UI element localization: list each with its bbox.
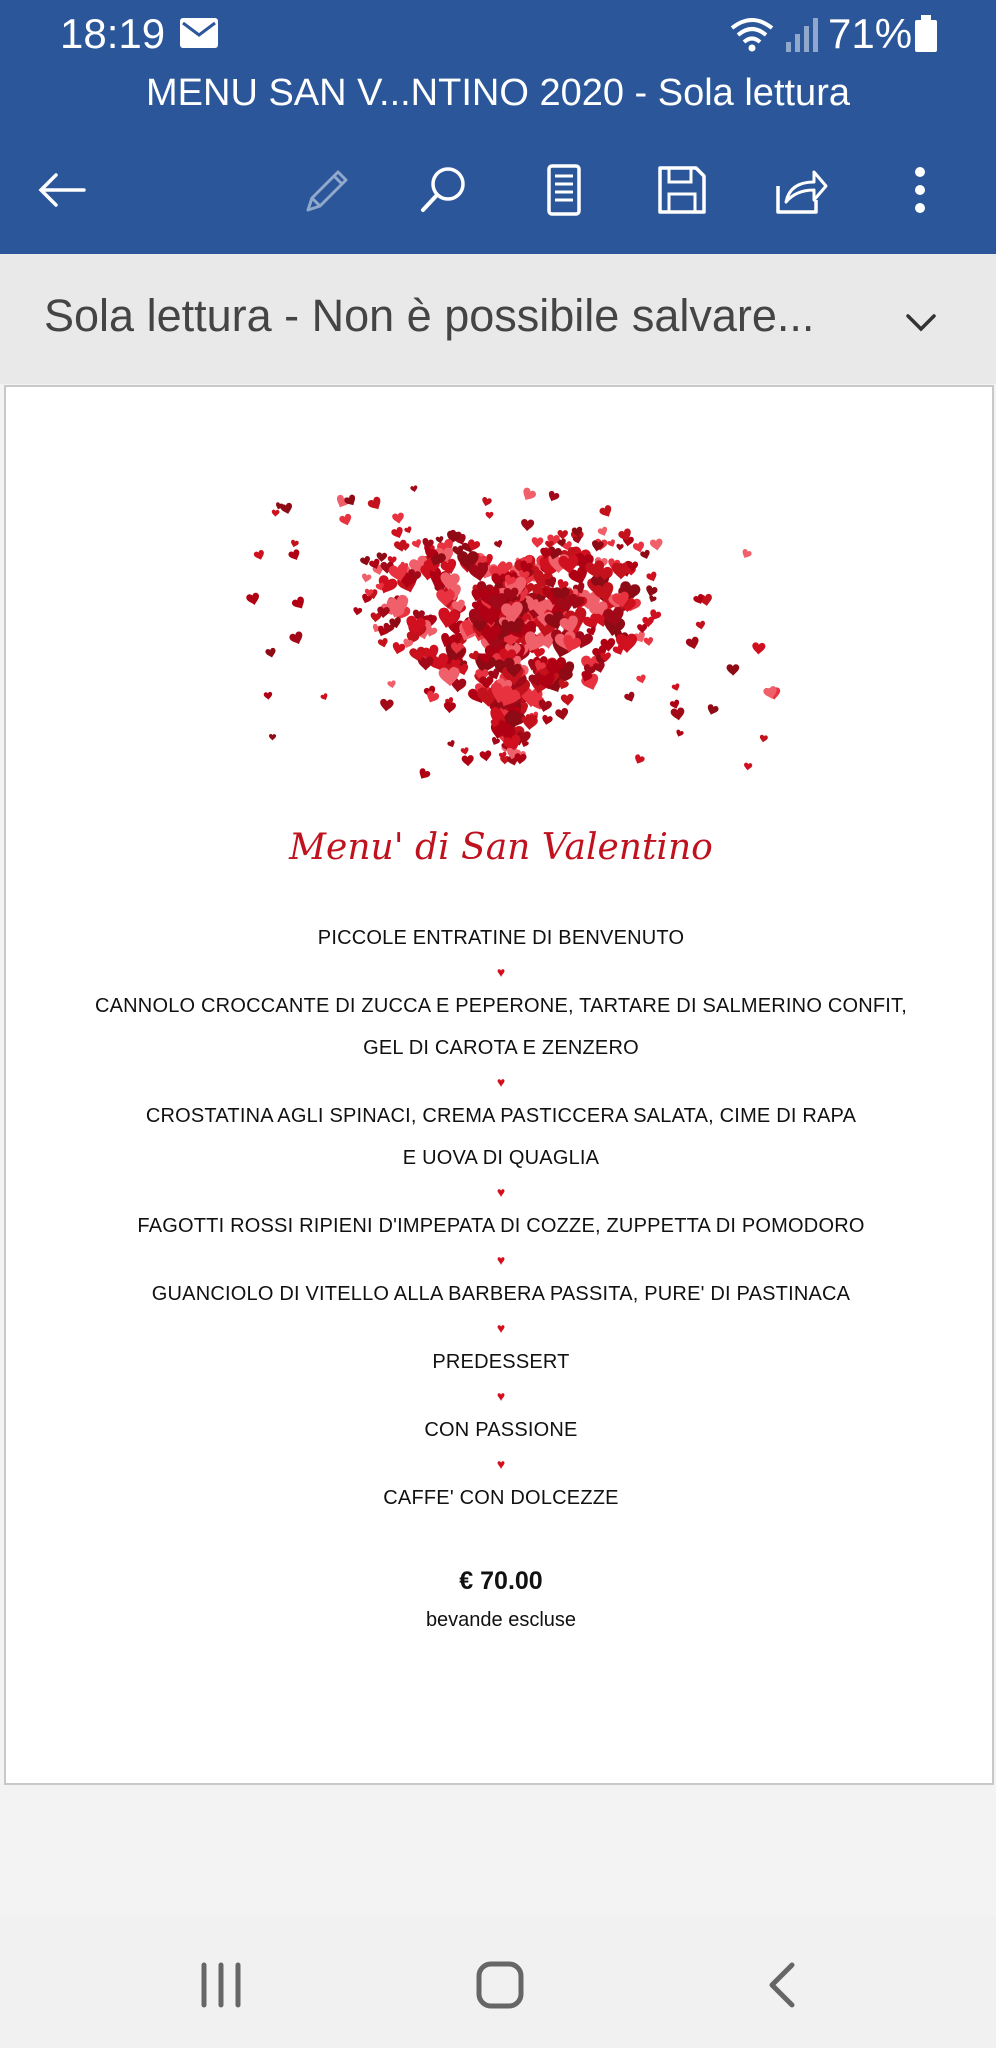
pencil-icon[interactable] [296, 160, 356, 220]
read-only-banner[interactable] [0, 254, 996, 384]
heart-separator-icon: ♥ [496, 1184, 506, 1200]
status-bar [0, 0, 996, 70]
heart-separator-icon: ♥ [496, 1320, 506, 1336]
menu-course-line: CROSTATINA AGLI SPINACI, CREMA PASTICCERA SALATA, CIME DI RAPA [145, 1105, 857, 1127]
document-title: MENU SAN V...NTINO 2020 - Sola lettura [146, 72, 850, 114]
chevron-down-icon[interactable] [896, 302, 946, 347]
menu-price: € 70.00 [459, 1567, 543, 1595]
menu-course-line: CAFFE' CON DOLCEZZE [383, 1487, 619, 1509]
heart-separator-icon: ♥ [496, 964, 506, 980]
toolbar [0, 150, 996, 230]
share-icon[interactable] [770, 160, 830, 220]
menu-course-line: CON PASSIONE [424, 1419, 578, 1441]
hearts-illustration [236, 477, 786, 787]
save-icon[interactable] [652, 160, 712, 220]
home-icon[interactable] [470, 1955, 530, 2020]
read-only-message: Sola lettura - Non è possibile salvare... [44, 290, 815, 341]
android-nav-bar [0, 1915, 996, 2048]
menu-course-line: PREDESSERT [432, 1351, 570, 1373]
signal-icon [784, 14, 820, 59]
heart-separator-icon: ♥ [496, 1388, 506, 1404]
heart-separator-icon: ♥ [496, 1456, 506, 1472]
document-page [4, 385, 994, 1785]
search-icon[interactable] [414, 160, 474, 220]
mobile-view-icon[interactable] [534, 160, 594, 220]
back-arrow-icon[interactable] [32, 160, 92, 220]
status-time: 18:19 [60, 10, 166, 57]
recent-apps-icon[interactable] [196, 1955, 246, 2020]
menu-course-line: GEL DI CAROTA E ZENZERO [363, 1037, 639, 1059]
menu-course-line: FAGOTTI ROSSI RIPIENI D'IMPEPATA DI COZZE, ZUPPETTA DI POMODORO [137, 1215, 865, 1237]
menu-title: Menu' di San Valentino [289, 827, 713, 868]
menu-course-line: E UOVA DI QUAGLIA [402, 1147, 600, 1169]
menu-course-list [6, 917, 996, 1519]
heart-separator-icon: ♥ [496, 1252, 506, 1268]
heart-separator-icon: ♥ [496, 1074, 506, 1090]
more-options-icon[interactable] [890, 160, 950, 220]
menu-course-line: GUANCIOLO DI VITELLO ALLA BARBERA PASSITA, PURE' DI PASTINACA [151, 1283, 851, 1305]
mail-icon [180, 18, 218, 48]
price-note: bevande escluse [425, 1609, 577, 1631]
menu-course-line: CANNOLO CROCCANTE DI ZUCCA E PEPERONE, TARTARE DI SALMERINO CONFIT, [94, 995, 908, 1017]
menu-course-line: PICCOLE ENTRATINE DI BENVENUTO [317, 927, 685, 949]
back-nav-icon[interactable] [758, 1955, 808, 2020]
battery-percent: 71% [828, 10, 913, 57]
battery-icon [914, 14, 938, 59]
app-header [0, 0, 996, 254]
wifi-icon [728, 14, 776, 59]
